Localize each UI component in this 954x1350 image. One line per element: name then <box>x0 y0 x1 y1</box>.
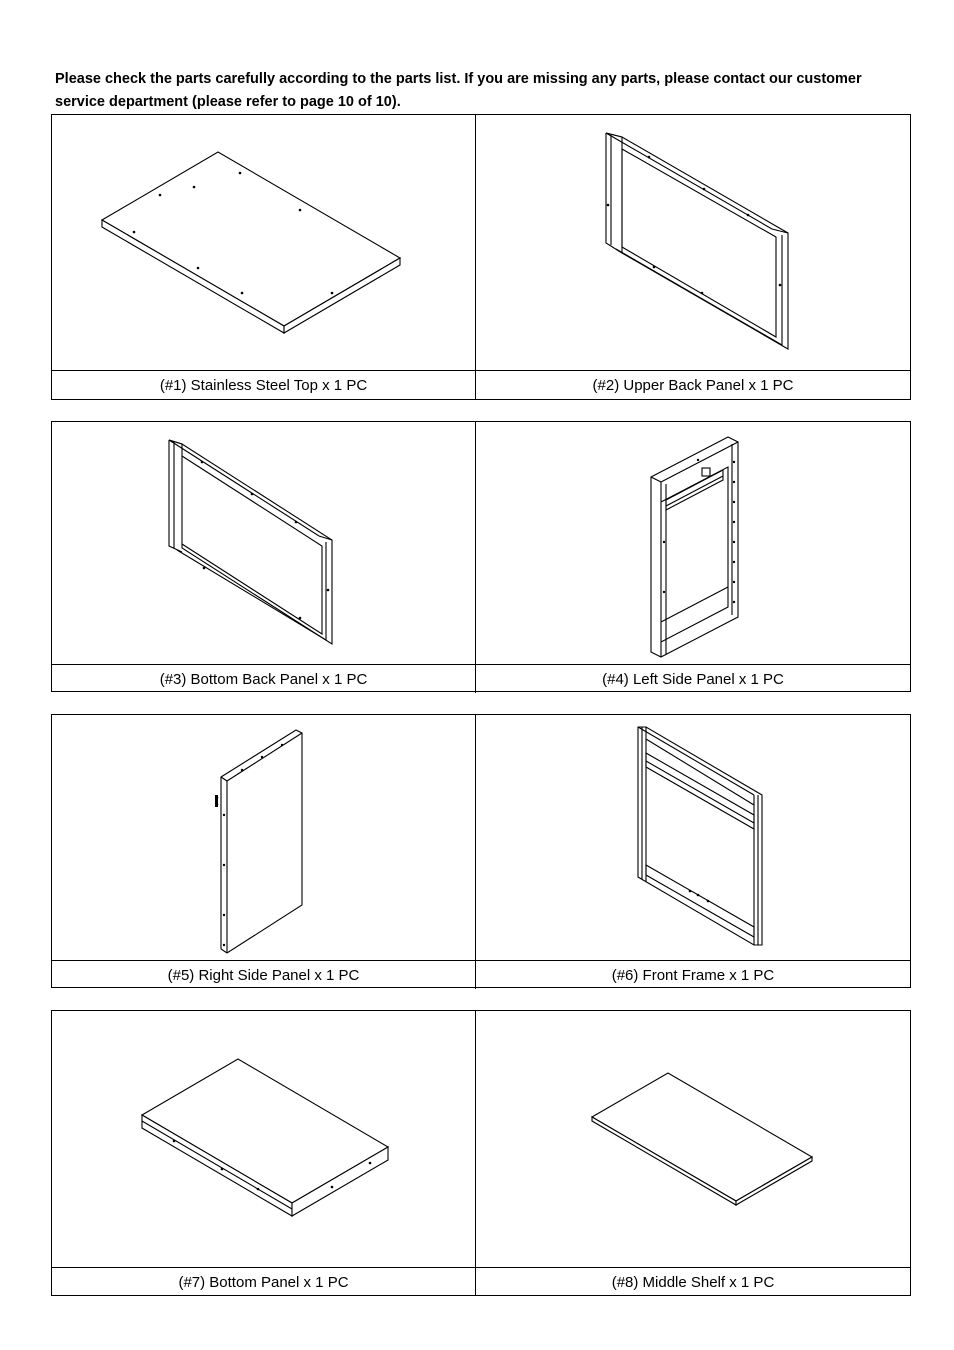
part-2-caption: (#2) Upper Back Panel x 1 PC <box>592 376 794 394</box>
parts-table-1 <box>51 114 911 400</box>
part-6-caption: (#6) Front Frame x 1 PC <box>611 966 775 984</box>
right-side-panel-drawing-icon <box>52 715 476 960</box>
part-7-caption: (#7) Bottom Panel x 1 PC <box>52 1268 476 1296</box>
bottom-back-panel-drawing-icon <box>52 422 476 664</box>
parts-table-4 <box>51 1010 911 1296</box>
parts-table-2 <box>51 421 911 692</box>
intro-line-1: Please check the parts carefully according to the parts list. If you are missing any parts, please contact our customer <box>55 71 862 87</box>
part-7-image-cell <box>52 1011 476 1267</box>
part-6-image-cell <box>476 715 910 960</box>
left-side-panel-drawing-icon <box>476 422 910 664</box>
parts-table-3 <box>51 714 911 988</box>
part-5-image-cell <box>52 715 476 960</box>
bottom-panel-drawing-icon <box>52 1011 476 1267</box>
part-1-image-cell <box>52 115 476 370</box>
part-3-caption: (#3) Bottom Back Panel x 1 PC <box>52 665 476 693</box>
stainless-steel-top-drawing-icon <box>52 115 476 370</box>
part-2-image-cell <box>476 115 910 370</box>
part-8-caption: (#8) Middle Shelf x 1 PC <box>611 1273 775 1291</box>
middle-shelf-drawing-icon <box>476 1011 910 1267</box>
part-8-image-cell <box>476 1011 910 1267</box>
part-4-image-cell <box>476 422 910 664</box>
part-1-caption: (#1) Stainless Steel Top x 1 PC <box>52 371 476 399</box>
intro-line-2: service department (please refer to page 10 of 10). <box>55 94 401 110</box>
upper-back-panel-drawing-icon <box>476 115 910 370</box>
part-5-caption: (#5) Right Side Panel x 1 PC <box>52 961 476 989</box>
front-frame-drawing-icon <box>476 715 910 960</box>
intro-instructions <box>55 68 915 114</box>
part-4-caption: (#4) Left Side Panel x 1 PC <box>602 670 784 688</box>
part-3-image-cell <box>52 422 476 664</box>
